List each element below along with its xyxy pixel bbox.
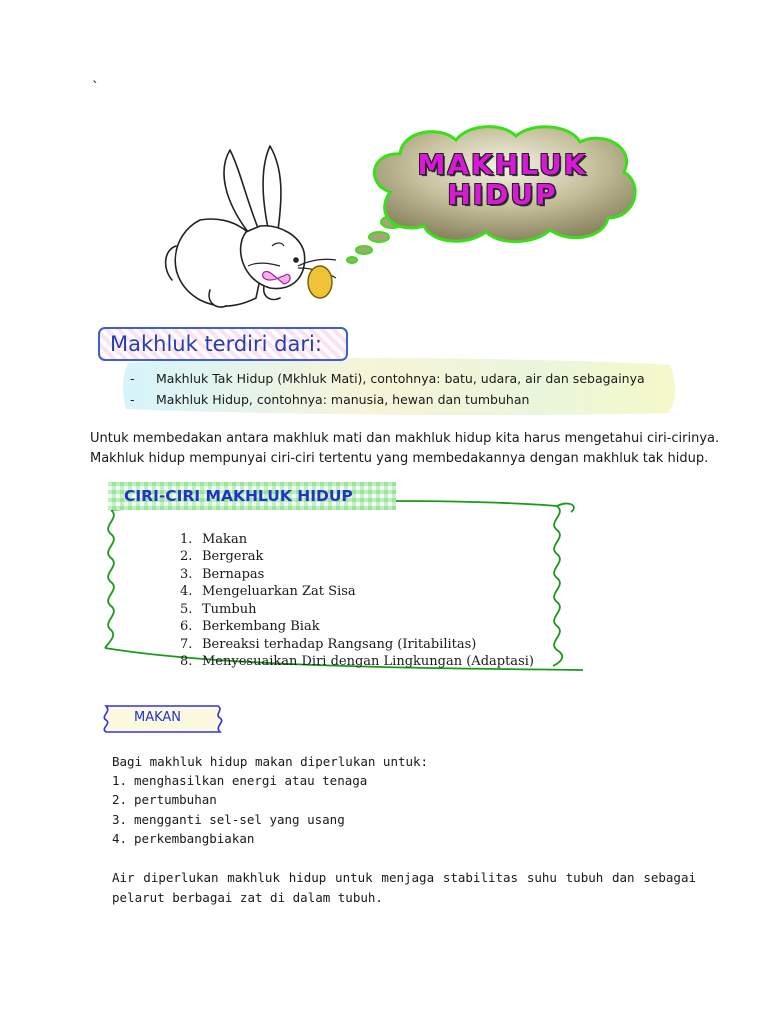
bullet-text: Makhluk Tak Hidup (Mkhluk Mati), contohnya: batu, udara, air dan sebagainya [156, 371, 645, 386]
item-number: 5. [180, 602, 193, 617]
item-number: 7. [180, 637, 193, 652]
ciri-item [180, 602, 256, 617]
item-text: mengganti sel-sel yang usang [134, 812, 345, 827]
item-text: perkembangbiakan [134, 831, 255, 846]
bullet-dash: - [130, 392, 135, 407]
item-number: 2. [112, 792, 128, 807]
ciri-item [180, 654, 534, 669]
makan-item [112, 792, 217, 807]
intro-line: Untuk membedakan antara makhluk mati dan makhluk hidup kita harus mengetahui ciri-cirinya. [90, 431, 720, 446]
ciri-item [180, 584, 356, 599]
cloud-title-line2: HIDUP [447, 178, 558, 211]
item-text: Bergerak [202, 549, 264, 564]
item-text: Mengeluarkan Zat Sisa [202, 584, 356, 599]
pastel-band [118, 355, 678, 417]
ciri-heading: CIRI-CIRI MAKHLUK HIDUP [124, 487, 353, 505]
ciri-item [180, 637, 476, 652]
item-number: 4. [112, 831, 128, 846]
item-text: Tumbuh [202, 602, 257, 617]
terdiri-heading: Makhluk terdiri dari: [110, 332, 322, 356]
item-number: 2. [180, 549, 193, 564]
item-number: 1. [180, 532, 193, 547]
ciri-item [180, 549, 263, 564]
item-text: Berkembang Biak [202, 619, 320, 634]
item-number: 6. [180, 619, 193, 634]
intro-line: Makhluk hidup mempunyai ciri-ciri tertentu yang membedakannya dengan makhluk tak hidup. [90, 451, 709, 466]
ciri-item [180, 619, 320, 634]
bullet-dash: - [130, 371, 135, 386]
item-number: 4. [180, 584, 193, 599]
terdiri-heading-box [98, 327, 348, 361]
bullet-item [130, 371, 645, 386]
title-cloud [360, 122, 645, 247]
makan-lead: Bagi makhluk hidup makan diperlukan untuk: [112, 754, 429, 769]
item-text: Menyesuaikan Diri dengan Lingkungan (Adaptasi) [202, 654, 534, 669]
cloud-title-line1: MAKHLUK [417, 148, 588, 181]
makan-item [112, 773, 367, 788]
ciri-item [180, 567, 264, 582]
item-text: Bernapas [202, 567, 265, 582]
rabbit-illustration [160, 140, 350, 315]
makan-heading: MAKAN [134, 710, 182, 725]
stray-mark: ` [92, 80, 99, 96]
makan-item [112, 831, 254, 846]
item-text: menghasilkan energi atau tenaga [134, 773, 368, 788]
item-text: Makan [202, 532, 248, 547]
item-number: 3. [112, 812, 128, 827]
item-number: 8. [180, 654, 193, 669]
bullet-item [130, 392, 529, 407]
item-number: 1. [112, 773, 128, 788]
ciri-item [180, 532, 247, 547]
item-text: Bereaksi terhadap Rangsang (Iritabilitas) [202, 637, 477, 652]
item-number: 3. [180, 567, 193, 582]
bullet-text: Makhluk Hidup, contohnya: manusia, hewan dan tumbuhan [156, 392, 530, 407]
item-text: pertumbuhan [134, 792, 217, 807]
air-paragraph: Air diperlukan makhluk hidup untuk menjaga stabilitas suhu tubuh dan sebagai pelarut berbagai zat di dalam tubuh. [112, 870, 696, 905]
makan-item [112, 812, 345, 827]
